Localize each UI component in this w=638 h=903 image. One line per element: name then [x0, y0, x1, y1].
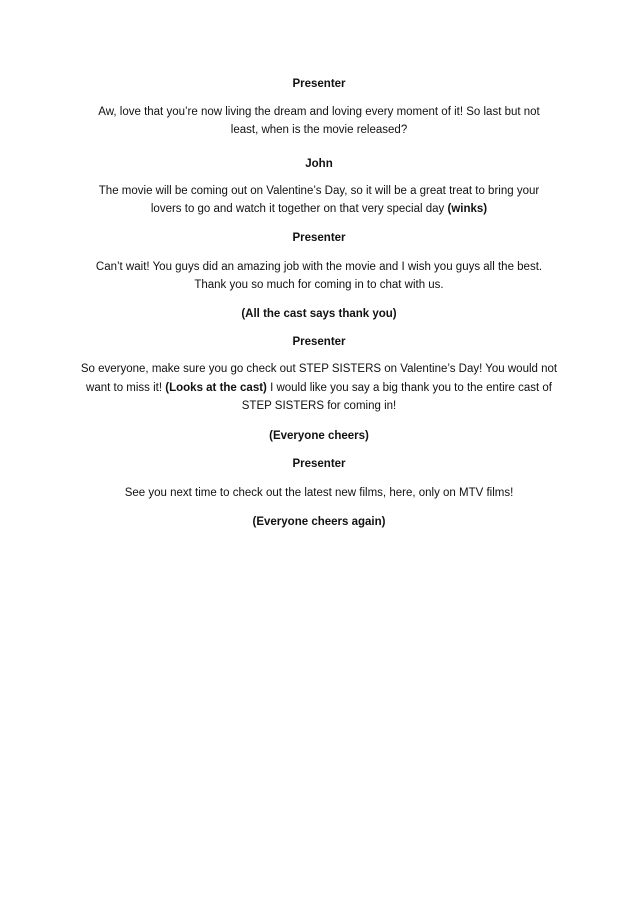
speaker-heading: Presenter [292, 458, 346, 470]
dialogue-text: I would like you say a big thank you to the entire cast of [266, 382, 552, 394]
dialogue-line: The movie will be coming out on Valentine’s Day, so it will be a great treat to bring your [98, 185, 540, 197]
dialogue-line [60, 378, 578, 398]
speaker-heading: John [305, 158, 333, 170]
dialogue-line: See you next time to check out the latest new films, here, only on MTV films! [124, 487, 514, 499]
stage-direction: (winks) [447, 203, 488, 215]
speaker-heading: Presenter [292, 232, 346, 244]
dialogue-line [60, 199, 578, 219]
stage-direction: (Everyone cheers) [269, 430, 369, 442]
dialogue-line: Can’t wait! You guys did an amazing job with the movie and I wish you guys all the best. [95, 261, 543, 273]
dialogue-line: Thank you so much for coming in to chat with us. [194, 279, 444, 291]
speaker-heading: Presenter [292, 78, 346, 90]
dialogue-line: Aw, love that you’re now living the dream and loving every moment of it! So last but not [98, 106, 540, 118]
stage-direction: (Looks at the cast) [165, 382, 267, 394]
dialogue-line: STEP SISTERS for coming in! [241, 400, 397, 412]
dialogue-line: So everyone, make sure you go check out STEP SISTERS on Valentine’s Day! You would not [80, 363, 558, 375]
dialogue-text: lovers to go and watch it together on that very special day [150, 203, 448, 215]
dialogue-text: want to miss it! [86, 382, 166, 394]
stage-direction: (All the cast says thank you) [241, 308, 397, 320]
speaker-heading: Presenter [292, 336, 346, 348]
stage-direction: (Everyone cheers again) [252, 516, 386, 528]
dialogue-line: least, when is the movie released? [230, 124, 408, 136]
